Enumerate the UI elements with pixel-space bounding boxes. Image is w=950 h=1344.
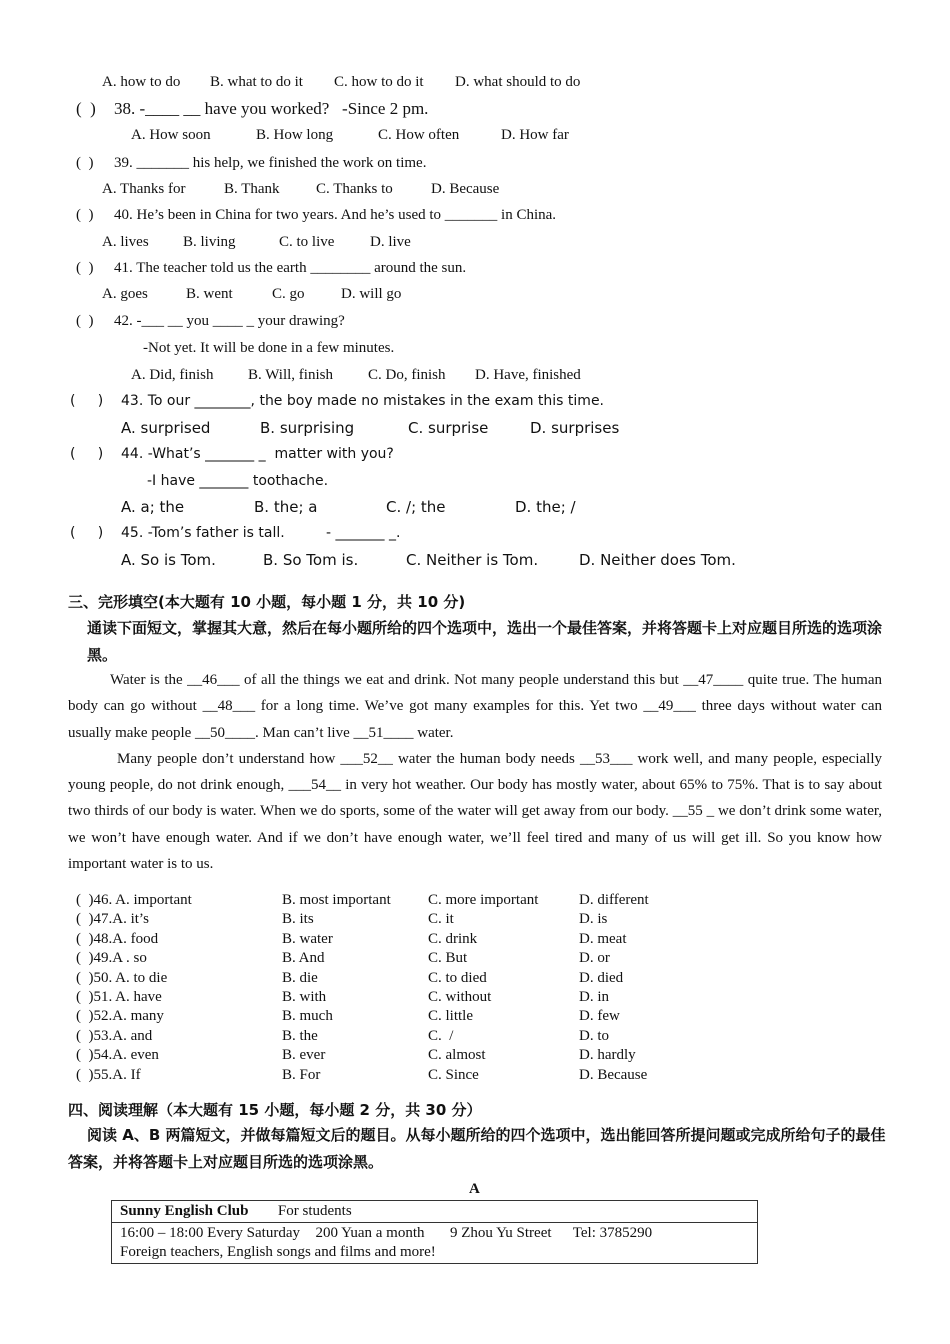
q40-option-d: D. live	[370, 234, 411, 250]
q45-stem: 45. -Tom’s father is tall.	[121, 525, 285, 541]
cloze-item-52-option-a: ( )52.A. many	[76, 1008, 164, 1025]
cloze-item-55-option-c: C. Since	[428, 1066, 479, 1083]
cloze-item-50-option-a: ( )50. A. to die	[76, 969, 168, 986]
q43-paren: ( )	[70, 393, 104, 409]
cloze-item-48-option-c: C. drink	[428, 930, 478, 947]
q40-paren: ( )	[76, 207, 94, 223]
q39-option-b: B. Thank	[224, 181, 280, 197]
club-ad-detail-cell	[112, 1223, 758, 1264]
q45-reply: - _______ _.	[326, 525, 401, 541]
club-tel: Tel: 3785290	[572, 1225, 653, 1241]
q39-option-d: D. Because	[431, 181, 500, 197]
club-ad-header-row	[112, 1201, 758, 1223]
cloze-item-48-option-a: ( )48.A. food	[76, 930, 159, 947]
cloze-item-49-option-b: B. And	[282, 950, 325, 967]
section4-instruction: 阅读 A、B 两篇短文，并做每篇短文后的题目。从每小题所给的四个选项中，选出能回答所提问题或完成所给句子的最佳答案，并将答题卡上对应题目所选的选项涂黑。	[68, 1126, 886, 1171]
cloze-item-46-option-a: ( )46. A. important	[76, 892, 192, 908]
q43-option-c: C. surprise	[408, 419, 489, 437]
q45-option-d: D. Neither does Tom.	[579, 551, 736, 569]
q42-option-c: C. Do, finish	[368, 367, 446, 383]
q39-paren: ( )	[76, 155, 94, 171]
passage-a-label: A	[469, 1181, 480, 1197]
cloze-item-49-option-c: C. But	[428, 950, 468, 967]
cloze-item-49-option-a: ( )49.A . so	[76, 950, 147, 967]
q37-option-d: D. what should to do	[455, 74, 581, 90]
club-name: Sunny English Club	[120, 1203, 249, 1219]
q45-option-c: C. Neither is Tom.	[406, 551, 539, 569]
club-address: 9 Zhou Yu Street	[450, 1225, 552, 1241]
section4-title: 四、阅读理解（本大题有 15 小题，每小题 2 分，共 30 分）	[68, 1101, 482, 1119]
cloze-item-50-option-c: C. to died	[428, 969, 487, 986]
q43-option-b: B. surprising	[260, 419, 355, 437]
cloze-passage	[68, 667, 882, 877]
q44-paren: ( )	[70, 446, 104, 462]
q41-option-c: C. go	[272, 286, 305, 302]
q45-paren: ( )	[70, 525, 104, 541]
q43-option-d: D. surprises	[530, 419, 620, 437]
section3-instruction	[87, 615, 887, 669]
q43-option-a: A. surprised	[121, 419, 211, 437]
q42-stem: 42. -___ __ you ____ _ your drawing?	[114, 313, 345, 329]
cloze-item-50-option-d: D. died	[579, 969, 624, 986]
q44-option-b: B. the; a	[254, 498, 318, 516]
q41-option-a: A. goes	[102, 286, 148, 302]
q42-paren: ( )	[76, 313, 94, 329]
club-ad-header-cell	[112, 1201, 758, 1223]
q37-option-c: C. how to do it	[334, 74, 424, 90]
cloze-item-49-option-d: D. or	[579, 950, 610, 967]
cloze-item-53-option-c: C. /	[428, 1027, 454, 1044]
club-time: 16:00 – 18:00 Every Saturday	[120, 1225, 300, 1241]
q40-stem: 40. He’s been in China for two years. And he’s used to _______ in China.	[114, 207, 557, 223]
club-audience: For students	[277, 1203, 352, 1219]
q38-option-c: C. How often	[378, 127, 460, 143]
cloze-item-46-option-b: B. most important	[282, 892, 391, 908]
q43-stem: 43. To our ________, the boy made no mistakes in the exam this time.	[121, 393, 605, 409]
q44-option-c: C. /; the	[386, 498, 446, 516]
cloze-item-50-option-b: B. die	[282, 969, 318, 986]
q38-option-d: D. How far	[501, 127, 569, 143]
cloze-item-48-option-b: B. water	[282, 930, 333, 947]
cloze-item-47-option-b: B. its	[282, 911, 314, 928]
cloze-item-54-option-a: ( )54.A. even	[76, 1047, 159, 1064]
club-price: 200 Yuan a month	[315, 1225, 425, 1241]
q39-option-a: A. Thanks for	[102, 181, 186, 197]
cloze-item-51-option-c: C. without	[428, 989, 492, 1005]
cloze-item-55-option-d: D. Because	[579, 1066, 648, 1083]
cloze-item-52-option-d: D. few	[579, 1008, 620, 1025]
cloze-item-52-option-b: B. much	[282, 1008, 333, 1025]
q44-reply: -I have _______ toothache.	[147, 473, 329, 489]
cloze-item-52-option-c: C. little	[428, 1008, 473, 1025]
cloze-item-54-option-c: C. almost	[428, 1047, 486, 1064]
q37-option-b: B. what to do it	[210, 74, 303, 90]
cloze-item-48-option-d: D. meat	[579, 930, 627, 947]
q41-stem: 41. The teacher told us the earth ________ around the sun.	[114, 260, 467, 276]
cloze-item-51-option-d: D. in	[579, 989, 609, 1005]
q39-stem: 39. _______ his help, we finished the work on time.	[114, 155, 427, 171]
q44-option-a: A. a; the	[121, 498, 185, 516]
cloze-item-54-option-d: D. hardly	[579, 1047, 636, 1064]
q40-option-a: A. lives	[102, 234, 149, 250]
q41-option-d: D. will go	[341, 286, 402, 302]
cloze-item-53-option-d: D. to	[579, 1027, 609, 1044]
cloze-item-47-option-a: ( )47.A. it’s	[76, 911, 149, 928]
q42-option-b: B. Will, finish	[248, 367, 333, 383]
cloze-item-55-option-a: ( )55.A. If	[76, 1066, 141, 1083]
q40-option-b: B. living	[183, 234, 236, 250]
q38-option-a: A. How soon	[131, 127, 211, 143]
q42-option-a: A. Did, finish	[131, 367, 214, 383]
q45-option-b: B. So Tom is.	[263, 551, 359, 569]
q44-stem: 44. -What’s _______ _ matter with you?	[121, 446, 394, 462]
cloze-item-51-option-b: B. with	[282, 989, 327, 1005]
section3-title: 三、完形填空(本大题有 10 小题，每小题 1 分，共 10 分)	[68, 593, 466, 611]
q38-paren: ( )	[76, 99, 96, 118]
cloze-item-47-option-d: D. is	[579, 911, 608, 928]
cloze-item-53-option-b: B. the	[282, 1027, 318, 1044]
q42-option-d: D. Have, finished	[475, 367, 581, 383]
cloze-item-46-option-d: D. different	[579, 892, 649, 908]
section3-instruction-text: 通读下面短文，掌握其大意，然后在每小题所给的四个选项中，选出一个最佳答案，并将答题卡上对应题目所选的选项涂黑。	[87, 619, 883, 664]
cloze-item-55-option-b: B. For	[282, 1066, 321, 1083]
cloze-item-53-option-a: ( )53.A. and	[76, 1027, 153, 1044]
q39-option-c: C. Thanks to	[316, 181, 393, 197]
cloze-item-47-option-c: C. it	[428, 911, 454, 928]
q44-option-d: D. the; /	[515, 498, 576, 516]
cloze-paragraph-1: Water is the __46___ of all the things we eat and drink. Not many people understand this but __47____ quite true. The human body can go without __48___ for a long time. We’ve got many examples for this. Yet two __49___ three days without water can usually make people __50____. Man can’t live __51____ water.	[68, 672, 882, 741]
q41-paren: ( )	[76, 260, 94, 276]
cloze-item-51-option-a: ( )51. A. have	[76, 989, 162, 1005]
cloze-item-46-option-c: C. more important	[428, 892, 539, 908]
q41-option-b: B. went	[186, 286, 233, 302]
club-ad-table	[111, 1200, 758, 1264]
q38-option-b: B. How long	[256, 127, 334, 143]
q40-option-c: C. to live	[279, 234, 335, 250]
q37-option-a: A. how to do	[102, 74, 181, 90]
q45-option-a: A. So is Tom.	[121, 551, 216, 569]
club-ad-detail-row	[112, 1223, 758, 1264]
club-extra: Foreign teachers, English songs and films and more!	[120, 1244, 436, 1260]
q38-stem: 38. -____ __ have you worked? -Since 2 pm.	[114, 99, 429, 118]
cloze-paragraph-2: Many people don’t understand how ___52__ water the human body needs __53___ work well, and many people, especially young people, do not drink enough, ___54__ in very hot weather. Our body has mostly water, about 65% to 75%. That is to say about two thirds of our body is water. When we do sports, some of the water will get away from our body. __55 _ we don’t drink some water, we won’t have enough water. And if we don’t have enough water, we’ll feel tired and many of us will get ill. So you know how important water is to us.	[68, 750, 882, 873]
cloze-item-54-option-b: B. ever	[282, 1047, 326, 1064]
q42-reply: -Not yet. It will be done in a few minutes.	[143, 340, 395, 356]
